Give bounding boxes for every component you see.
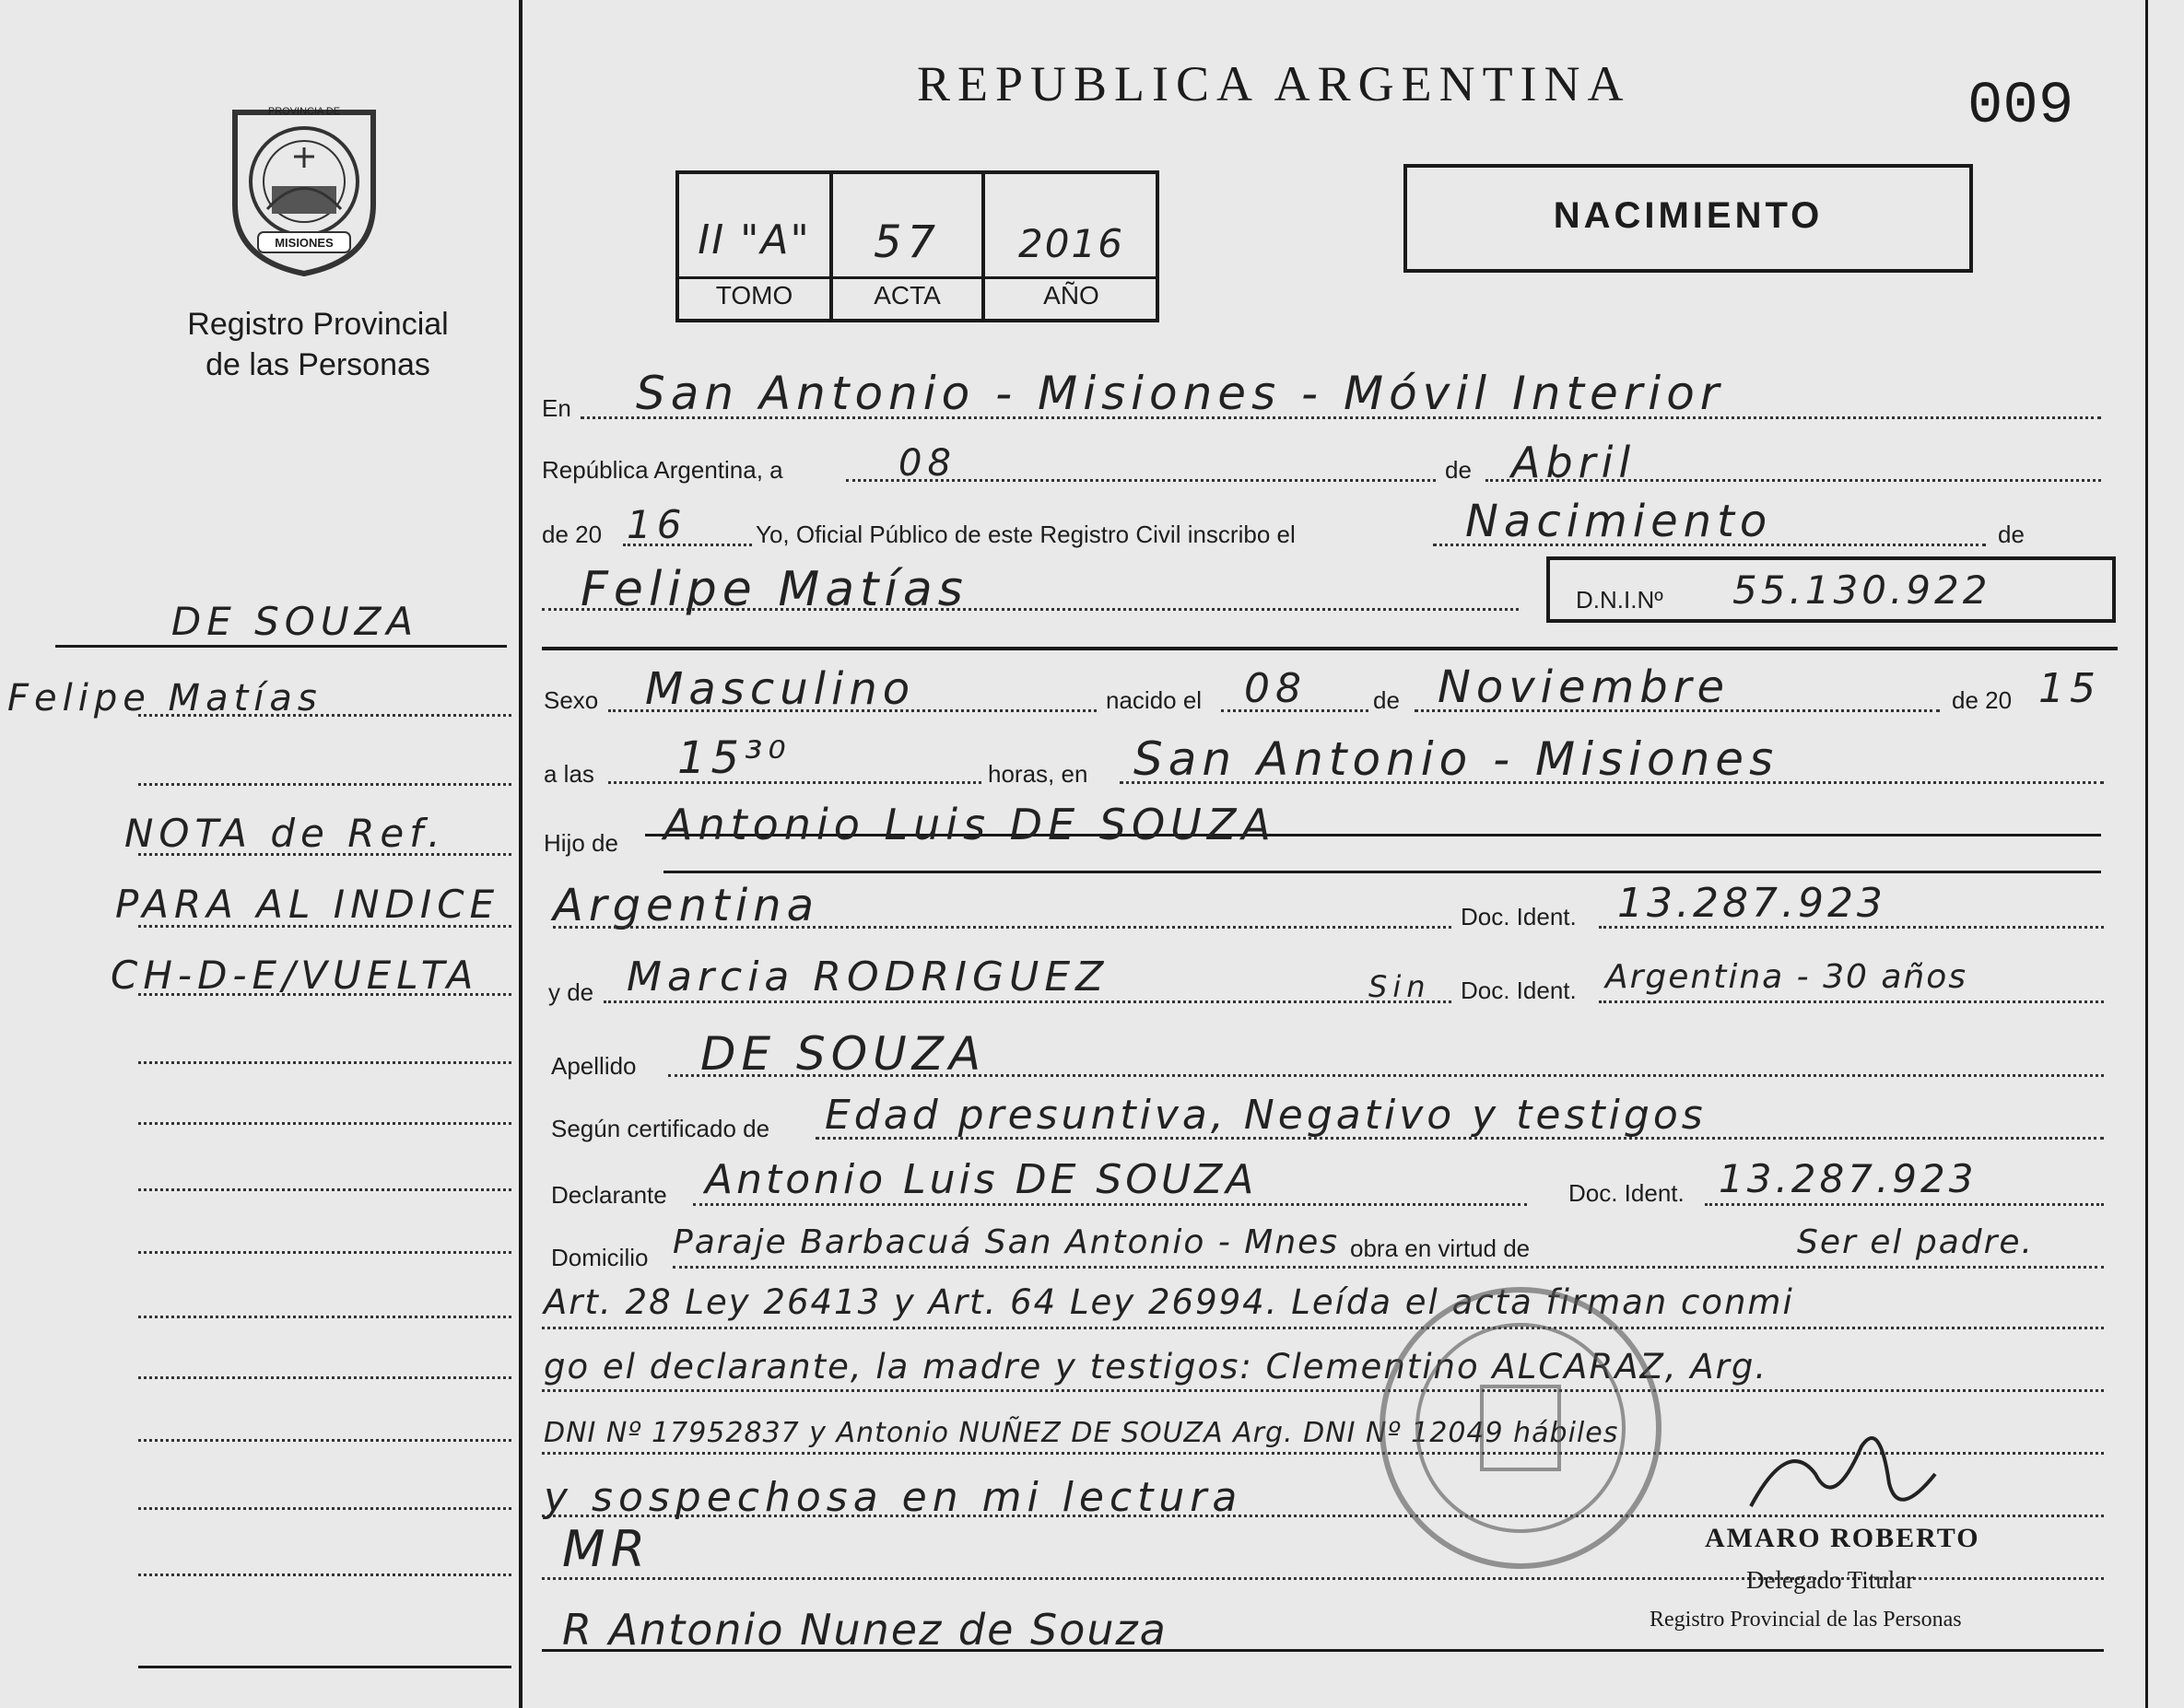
value-madre: Marcia RODRIGUEZ — [627, 953, 1110, 1000]
value-lugar-nac: San Antonio - Misiones — [1133, 732, 1779, 786]
official-role: Delegado Titular — [1746, 1566, 1915, 1594]
acta-label: ACTA — [874, 281, 941, 310]
line-domicilio — [673, 1266, 2104, 1269]
label-republica: República Argentina, a — [542, 456, 783, 484]
margin-dots-2 — [138, 783, 511, 786]
anio-label: AÑO — [1043, 281, 1099, 310]
value-padre: Antonio Luis DE SOUZA — [663, 800, 1276, 849]
value-padre-doc: 13.287.923 — [1617, 880, 1886, 927]
value-nac-mes: Noviembre — [1438, 661, 1731, 713]
label-padre-doc: Doc. Ident. — [1461, 903, 1577, 930]
value-decl-doc: 13.287.923 — [1719, 1156, 1978, 1201]
country-title: REPUBLICA ARGENTINA — [917, 56, 1631, 111]
value-declarante: Antonio Luis DE SOUZA — [705, 1156, 1258, 1203]
margin-surname: DE SOUZA — [170, 599, 419, 644]
value-hora: 15³⁰ — [677, 732, 792, 784]
value-tipo: Nacimiento — [1465, 496, 1773, 547]
margin-dots-6 — [138, 1061, 511, 1064]
label-madre-doc: Doc. Ident. — [1461, 977, 1577, 1004]
name-section-rule — [542, 647, 2118, 650]
value-dia: 08 — [898, 442, 957, 485]
province-seal-icon — [226, 103, 382, 278]
label-de-tipo: de — [1998, 521, 2025, 548]
value-initials: MR — [562, 1520, 652, 1578]
label-sexo: Sexo — [544, 686, 599, 714]
margin-note-1: NOTA de Ref. — [124, 811, 446, 856]
margin-names: Felipe Matías — [7, 677, 323, 719]
seal-province-text: PROVINCIA DE — [267, 106, 341, 117]
value-certificado: Edad presuntiva, Negativo y testigos — [825, 1092, 1707, 1139]
label-certificado: Según certificado de — [551, 1115, 770, 1142]
margin-dots-11 — [138, 1376, 511, 1379]
label-de20: de 20 — [542, 521, 603, 548]
value-apellido: DE SOUZA — [700, 1027, 987, 1081]
tomo-label: TOMO — [715, 281, 793, 310]
label-de20-nac: de 20 — [1952, 686, 2013, 714]
margin-rule — [55, 645, 507, 648]
seal-name-text: MISIONES — [275, 236, 334, 250]
label-horas: horas, en — [988, 760, 1088, 788]
margin-note-2: PARA AL INDICE — [115, 882, 500, 927]
official-name: AMARO ROBERTO — [1705, 1523, 1980, 1553]
margin-dots-3 — [138, 853, 511, 856]
margin-dots-12 — [138, 1439, 511, 1442]
label-decl-doc: Doc. Ident. — [1568, 1179, 1685, 1207]
label-declarante: Declarante — [551, 1181, 667, 1209]
official-office: Registro Provincial de las Personas — [1650, 1608, 1962, 1632]
value-anio: 16 — [627, 502, 687, 547]
margin-dots-14 — [138, 1573, 511, 1576]
value-text-3: DNI Nº 17952837 y Antonio NUÑEZ DE SOUZA Arg. DNI Nº 12049 hábiles — [544, 1417, 1619, 1449]
page-number: 009 — [1967, 74, 2074, 140]
value-sexo: Masculino — [645, 663, 916, 715]
label-en: En — [542, 394, 571, 422]
margin-dots-5 — [138, 993, 511, 996]
label-yo: Yo, Oficial Público de este Registro Civil inscribo el — [756, 521, 1296, 548]
line-text-1 — [542, 1327, 2104, 1329]
value-text-2: go el declarante, la madre y testigos: Clementino ALCARAZ, Arg. — [544, 1347, 1768, 1386]
label-yde: y de — [548, 978, 594, 1006]
line-text-2 — [542, 1389, 2104, 1392]
value-nac-dia: 08 — [1244, 665, 1307, 712]
margin-dots-9 — [138, 1251, 511, 1254]
column-divider — [519, 0, 523, 1708]
margin-dots-4 — [138, 925, 511, 928]
value-dni: 55.130.922 — [1732, 567, 1991, 613]
value-obra: Ser el padre. — [1797, 1223, 2034, 1261]
anio-value: 2016 — [1018, 221, 1124, 266]
value-text-1: Art. 28 Ley 26413 y Art. 64 Ley 26994. Leída el acta firman conmi — [544, 1282, 1794, 1322]
line-decl-doc — [1705, 1203, 2104, 1206]
page-edge-line — [2145, 0, 2148, 1708]
label-dni: D.N.I.Nº — [1576, 586, 1663, 614]
value-padre-nac: Argentina — [553, 880, 819, 931]
margin-dots-13 — [138, 1507, 511, 1510]
line-hora — [608, 781, 981, 784]
agency-line-1: Registro Provincial — [187, 307, 449, 342]
line-madre — [604, 1000, 1451, 1003]
line-anio — [623, 544, 752, 546]
value-nac-anio: 15 — [2038, 665, 2101, 712]
agency-line-2: de las Personas — [205, 347, 430, 382]
margin-dots-1 — [138, 714, 511, 717]
margin-dots-8 — [138, 1188, 511, 1191]
agency-name — [120, 304, 516, 385]
value-domicilio: Paraje Barbacuá San Antonio - Mnes — [673, 1223, 1340, 1261]
value-mes: Abril — [1511, 438, 1637, 487]
record-type: NACIMIENTO — [1553, 195, 1824, 236]
label-de-mes: de — [1445, 456, 1472, 484]
margin-dots-7 — [138, 1122, 511, 1125]
value-lugar: San Antonio - Misiones - Móvil Interior — [636, 367, 1725, 420]
tomo-value: II "A" — [698, 216, 811, 263]
margin-note-3: CH-D-E/VUELTA — [111, 953, 479, 998]
value-madre-det: Argentina - 30 años — [1605, 958, 1968, 996]
line-declarante — [693, 1203, 1527, 1206]
margin-bottom-rule — [138, 1666, 511, 1668]
ref-table-divider-row — [675, 276, 1159, 279]
value-nombre: Felipe Matías — [581, 562, 969, 617]
line-padre-2 — [663, 871, 2101, 873]
value-signature: R Antonio Nunez de Souza — [562, 1605, 1168, 1655]
value-text-4: y sospechosa en mi lectura — [544, 1474, 1243, 1521]
label-apellido: Apellido — [551, 1052, 637, 1080]
label-de-nac-mes: de — [1373, 686, 1400, 714]
value-sin: Sin — [1368, 969, 1431, 1004]
line-madre-doc — [1599, 1000, 2104, 1003]
label-alas: a las — [544, 760, 594, 788]
official-signature-icon — [1732, 1419, 1954, 1529]
label-hijo: Hijo de — [544, 829, 618, 857]
acta-value: 57 — [873, 216, 942, 268]
official-stamp-icon — [1373, 1276, 1668, 1580]
label-domicilio: Domicilio — [551, 1244, 649, 1271]
label-obra: obra en virtud de — [1350, 1234, 1531, 1262]
margin-dots-10 — [138, 1316, 511, 1318]
label-nacido: nacido el — [1106, 686, 1203, 714]
line-padre-nac — [553, 926, 1451, 929]
